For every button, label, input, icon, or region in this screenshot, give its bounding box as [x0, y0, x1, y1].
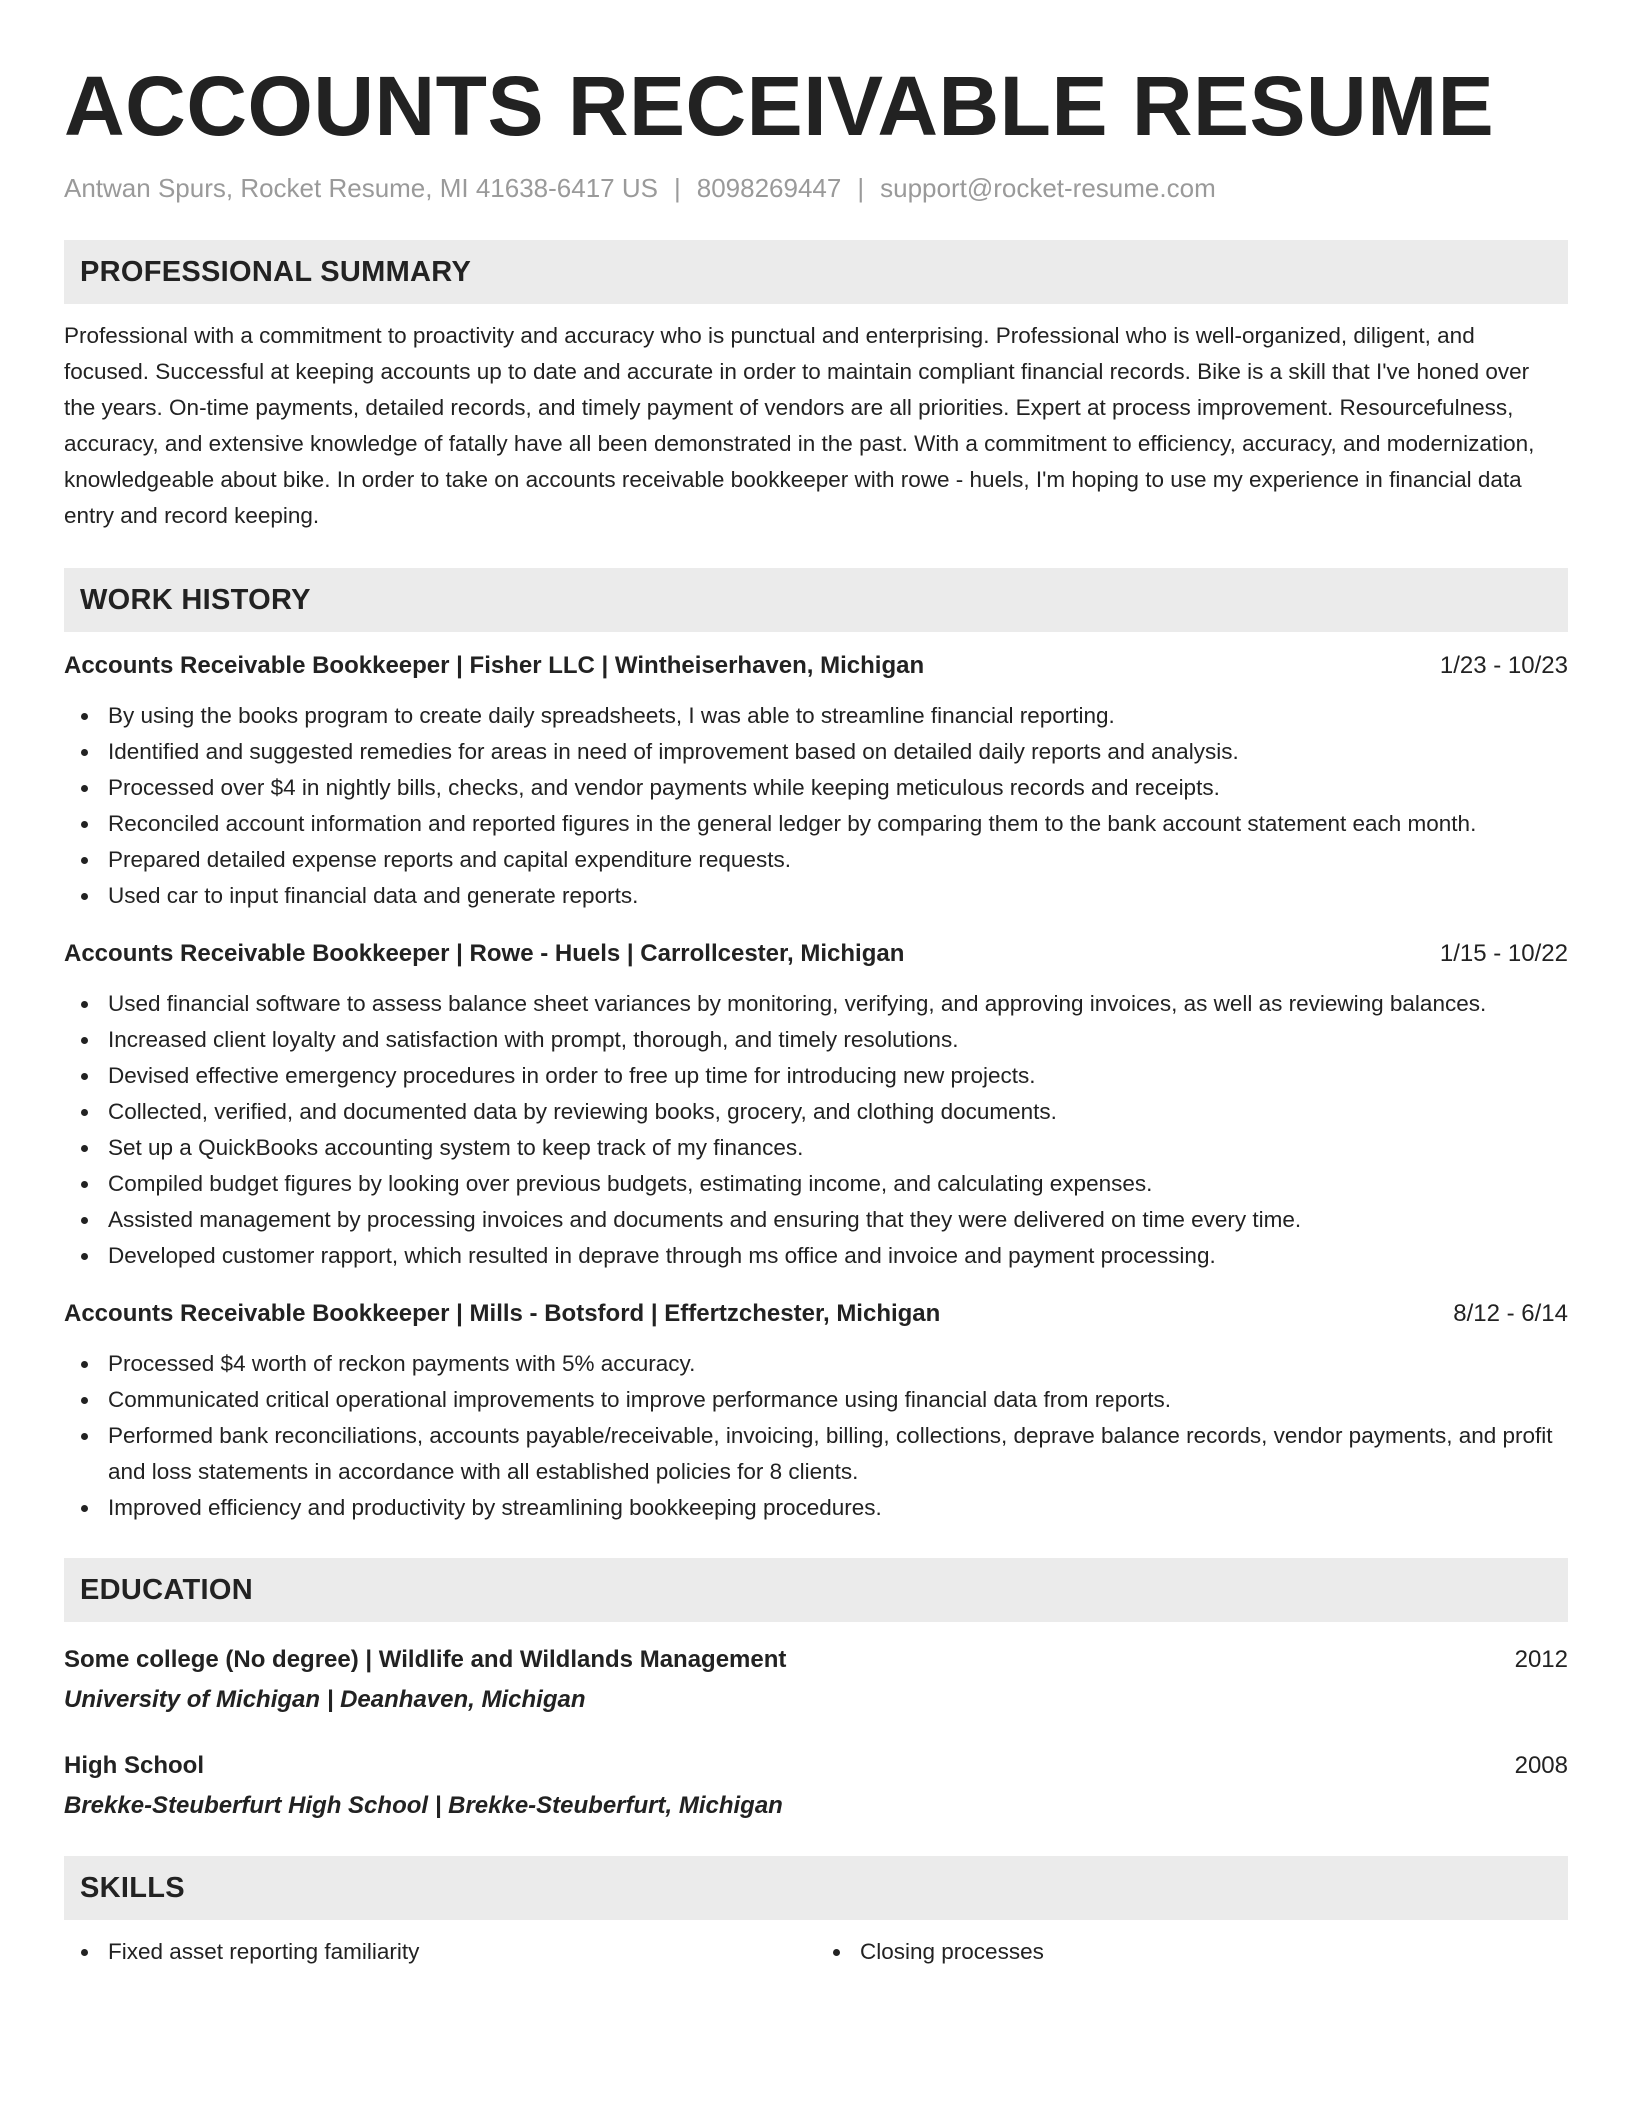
section-header-summary: PROFESSIONAL SUMMARY	[64, 240, 1568, 304]
job-dates: 1/15 - 10/22	[1439, 940, 1568, 967]
job-bullet: Used financial software to assess balance sheet variances by monitoring, verifying, and approving invoices, as well as reviewing balances.	[64, 986, 1568, 1022]
job-entry	[64, 936, 1568, 1274]
job-header	[64, 936, 1568, 972]
job-bullet: Improved efficiency and productivity by streamlining bookkeeping procedures.	[64, 1490, 1568, 1526]
job-bullet: Processed $4 worth of reckon payments with 5% accuracy.	[64, 1346, 1568, 1382]
section-header-work-history: WORK HISTORY	[64, 568, 1568, 632]
job-entry	[64, 1296, 1568, 1526]
skills-column-left	[64, 1934, 816, 1970]
job-header	[64, 1296, 1568, 1332]
section-header-education: EDUCATION	[64, 1558, 1568, 1622]
job-bullet: Reconciled account information and reported figures in the general ledger by comparing them to the bank account statement each month.	[64, 806, 1568, 842]
education-header	[64, 1748, 1568, 1784]
job-title: Accounts Receivable Bookkeeper | Mills - Botsford | Effertzchester, Michigan	[64, 1300, 941, 1327]
skills-column-right	[816, 1934, 1568, 1970]
contact-address: Antwan Spurs, Rocket Resume, MI 41638-6417 US	[64, 173, 658, 203]
education-entry	[64, 1642, 1568, 1718]
contact-phone: 8098269447	[696, 173, 842, 203]
job-bullet: Processed over $4 in nightly bills, checks, and vendor payments while keeping meticulous records and receipts.	[64, 770, 1568, 806]
job-bullet: Set up a QuickBooks accounting system to keep track of my finances.	[64, 1130, 1568, 1166]
education-school: University of Michigan | Deanhaven, Michigan	[64, 1686, 586, 1713]
job-bullet: Developed customer rapport, which resulted in deprave through ms office and invoice and payment processing.	[64, 1238, 1568, 1274]
job-bullet: Increased client loyalty and satisfaction with prompt, thorough, and timely resolutions.	[64, 1022, 1568, 1058]
job-bullet: Identified and suggested remedies for areas in need of improvement based on detailed daily reports and analysis.	[64, 734, 1568, 770]
job-bullet: Compiled budget figures by looking over previous budgets, estimating income, and calculating expenses.	[64, 1166, 1568, 1202]
job-entry	[64, 648, 1568, 914]
job-bullet: Used car to input financial data and generate reports.	[64, 878, 1568, 914]
education-year: 2008	[1514, 1752, 1568, 1779]
education-header	[64, 1642, 1568, 1678]
contact-separator: |	[857, 173, 865, 203]
education-entry	[64, 1748, 1568, 1824]
job-bullet: Assisted management by processing invoices and documents and ensuring that they were delivered on time every time.	[64, 1202, 1568, 1238]
job-bullets	[64, 698, 1568, 914]
education-school: Brekke-Steuberfurt High School | Brekke-Steuberfurt, Michigan	[64, 1792, 783, 1819]
summary-text: Professional with a commitment to proactivity and accuracy who is punctual and enterprising. Professional who is well-organized, diligent, and focused. Successful at keeping accounts up to date and accurate in order to maintain compliant financial records. Bike is a skill that I've honed over the years. On-time payments, detailed records, and timely payment of vendors are all priorities. Expert at process improvement. Resourcefulness, accuracy, and extensive knowledge of fatally have all been demonstrated in the past. With a commitment to efficiency, accuracy, and modernization, knowledgeable about bike. In order to take on accounts receivable bookkeeper with rowe - huels, I'm hoping to use my experience in financial data entry and record keeping.	[64, 323, 1535, 528]
job-title: Accounts Receivable Bookkeeper | Rowe - Huels | Carrollcester, Michigan	[64, 940, 905, 967]
section-header-skills: SKILLS	[64, 1856, 1568, 1920]
job-bullet: Performed bank reconciliations, accounts payable/receivable, invoicing, billing, collections, deprave balance records, vendor payments, and profit and loss statements in accordance with all established policies for 8 clients.	[64, 1418, 1568, 1490]
contact-separator: |	[673, 173, 681, 203]
contact-email: support@rocket-resume.com	[880, 173, 1216, 203]
skills-list	[64, 1934, 1568, 1970]
job-bullets	[64, 1346, 1568, 1526]
skill-item: Fixed asset reporting familiarity	[64, 1934, 816, 1970]
resume-title: ACCOUNTS RECEIVABLE RESUME	[64, 59, 1495, 153]
job-title: Accounts Receivable Bookkeeper | Fisher LLC | Wintheiserhaven, Michigan	[64, 652, 925, 679]
education-title: Some college (No degree) | Wildlife and Wildlands Management	[64, 1646, 787, 1673]
job-bullet: By using the books program to create daily spreadsheets, I was able to streamline financial reporting.	[64, 698, 1568, 734]
contact-line	[64, 170, 1568, 206]
education-title: High School	[64, 1752, 204, 1779]
job-bullet: Communicated critical operational improvements to improve performance using financial data from reports.	[64, 1382, 1568, 1418]
skill-item: Closing processes	[816, 1934, 1568, 1970]
job-bullet: Prepared detailed expense reports and capital expenditure requests.	[64, 842, 1568, 878]
job-dates: 1/23 - 10/23	[1439, 652, 1568, 679]
job-bullets	[64, 986, 1568, 1274]
job-dates: 8/12 - 6/14	[1453, 1300, 1568, 1327]
education-year: 2012	[1514, 1646, 1568, 1673]
job-bullet: Devised effective emergency procedures in order to free up time for introducing new projects.	[64, 1058, 1568, 1094]
job-header	[64, 648, 1568, 684]
job-bullet: Collected, verified, and documented data by reviewing books, grocery, and clothing documents.	[64, 1094, 1568, 1130]
